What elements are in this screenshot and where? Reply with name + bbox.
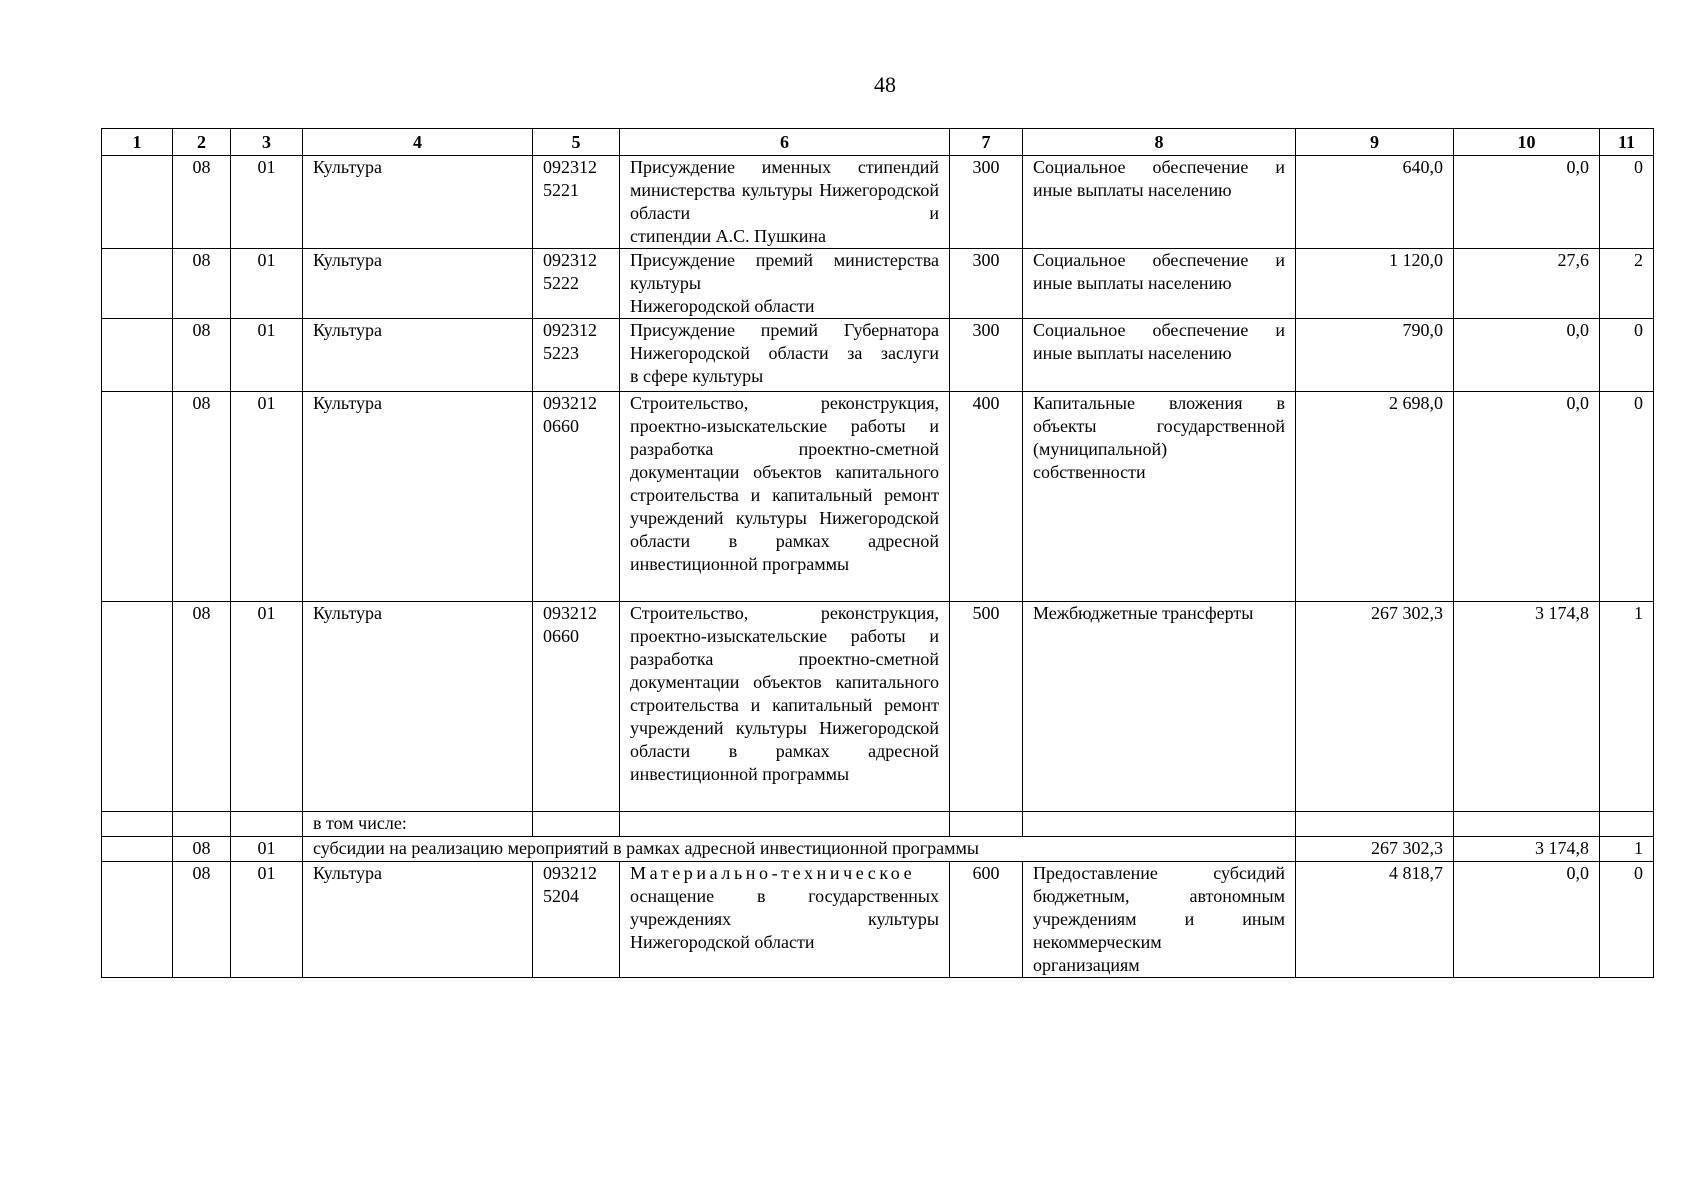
column-header: 7 [950,129,1023,156]
cell-type-name: Социальное обеспечение и иные выплаты населению [1023,249,1296,319]
subsidy-description: субсидии на реализацию мероприятий в рамках адресной инвестиционной программы [303,837,1296,862]
table-row [102,319,1654,392]
cell-c1 [102,392,173,602]
cell-type-code: 500 [950,602,1023,812]
cell-amount: 267 302,3 [1296,837,1454,862]
cell-type-code: 600 [950,862,1023,978]
column-header: 11 [1600,129,1654,156]
including-label: в том числе: [303,812,533,837]
cell-description: Присуждение премий министерства культуры Нижегородской области [620,249,950,319]
cell-type-code: 400 [950,392,1023,602]
column-header: 3 [231,129,303,156]
cell-percent: 0 [1600,862,1654,978]
column-header: 4 [303,129,533,156]
header-row [102,129,1654,156]
table-row [102,862,1654,978]
column-header: 1 [102,129,173,156]
cell-code: 092312 5221 [533,156,620,249]
cell-name: Культура [303,602,533,812]
cell-c1 [102,319,173,392]
cell-c1 [102,156,173,249]
cell-c1 [102,249,173,319]
cell-amount: 267 302,3 [1296,602,1454,812]
cell-subsection: 01 [231,249,303,319]
cell-description: Присуждение именных стипендий министерства культуры Нижегородской области и стипендии А.С. Пушкина [620,156,950,249]
cell-code: 093212 0660 [533,392,620,602]
cell-percent: 0 [1600,156,1654,249]
cell-amount: 2 698,0 [1296,392,1454,602]
cell-code: 093212 0660 [533,602,620,812]
cell-amount: 640,0 [1296,156,1454,249]
column-header: 9 [1296,129,1454,156]
cell-section: 08 [173,837,231,862]
cell-percent: 1 [1600,602,1654,812]
cell-section: 08 [173,249,231,319]
column-header: 8 [1023,129,1296,156]
cell-percent: 1 [1600,837,1654,862]
cell-type-name: Социальное обеспечение и иные выплаты населению [1023,156,1296,249]
cell-amount-executed: 3 174,8 [1454,602,1600,812]
cell-amount: 790,0 [1296,319,1454,392]
cell-amount-executed: 0,0 [1454,862,1600,978]
cell-name: Культура [303,862,533,978]
cell-section: 08 [173,862,231,978]
cell-percent: 0 [1600,392,1654,602]
table-row [102,602,1654,812]
cell-subsection: 01 [231,319,303,392]
cell-name: Культура [303,319,533,392]
cell-type-name: Капитальные вложения в объекты государственной (муниципальной) собственности [1023,392,1296,602]
cell-subsection: 01 [231,392,303,602]
cell-amount: 4 818,7 [1296,862,1454,978]
cell-description: Строительство, реконструкция, проектно-изыскательские работы и разработка проектно-сметной документации объектов капитального строительства и капитальный ремонт учреждений культуры Нижегородской области в рамках адресной инвестиционной программы [620,392,950,602]
cell-subsection: 01 [231,602,303,812]
table-row [102,392,1654,602]
cell-description: Строительство, реконструкция, проектно-изыскательские работы и разработка проектно-сметной документации объектов капитального строительства и капитальный ремонт учреждений культуры Нижегородской области в рамках адресной инвестиционной программы [620,602,950,812]
cell-subsection: 01 [231,156,303,249]
cell-amount-executed: 0,0 [1454,392,1600,602]
cell-amount-executed: 3 174,8 [1454,837,1600,862]
cell-type-name: Предоставление субсидий бюджетным, автономным учреждениям и иным некоммерческим организациям [1023,862,1296,978]
cell-section: 08 [173,319,231,392]
cell-description: Материально-техническое оснащение в государственных учреждениях культуры Нижегородской области [620,862,950,978]
cell-type-code: 300 [950,156,1023,249]
cell-percent: 0 [1600,319,1654,392]
cell-subsection: 01 [231,837,303,862]
column-header: 10 [1454,129,1600,156]
cell-name: Культура [303,249,533,319]
page-number: 48 [874,72,896,97]
including-row [102,812,1654,837]
table-row [102,156,1654,249]
cell-c1 [102,602,173,812]
cell-type-code: 300 [950,319,1023,392]
cell-amount-executed: 27,6 [1454,249,1600,319]
cell-section: 08 [173,602,231,812]
cell-code: 092312 5223 [533,319,620,392]
cell-description: Присуждение премий Губернатора Нижегородской области за заслуги в сфере культуры [620,319,950,392]
cell-type-code: 300 [950,249,1023,319]
cell-code: 092312 5222 [533,249,620,319]
cell-amount-executed: 0,0 [1454,156,1600,249]
column-header: 5 [533,129,620,156]
cell-amount: 1 120,0 [1296,249,1454,319]
column-header: 6 [620,129,950,156]
cell-code: 093212 5204 [533,862,620,978]
cell-name: Культура [303,156,533,249]
table-row [102,249,1654,319]
cell-percent: 2 [1600,249,1654,319]
subsidy-row [102,837,1654,862]
cell-subsection: 01 [231,862,303,978]
cell-name: Культура [303,392,533,602]
cell-section: 08 [173,156,231,249]
cell-type-name: Межбюджетные трансферты [1023,602,1296,812]
budget-table [101,128,1654,978]
cell-amount-executed: 0,0 [1454,319,1600,392]
cell-type-name: Социальное обеспечение и иные выплаты населению [1023,319,1296,392]
cell-section: 08 [173,392,231,602]
column-header: 2 [173,129,231,156]
